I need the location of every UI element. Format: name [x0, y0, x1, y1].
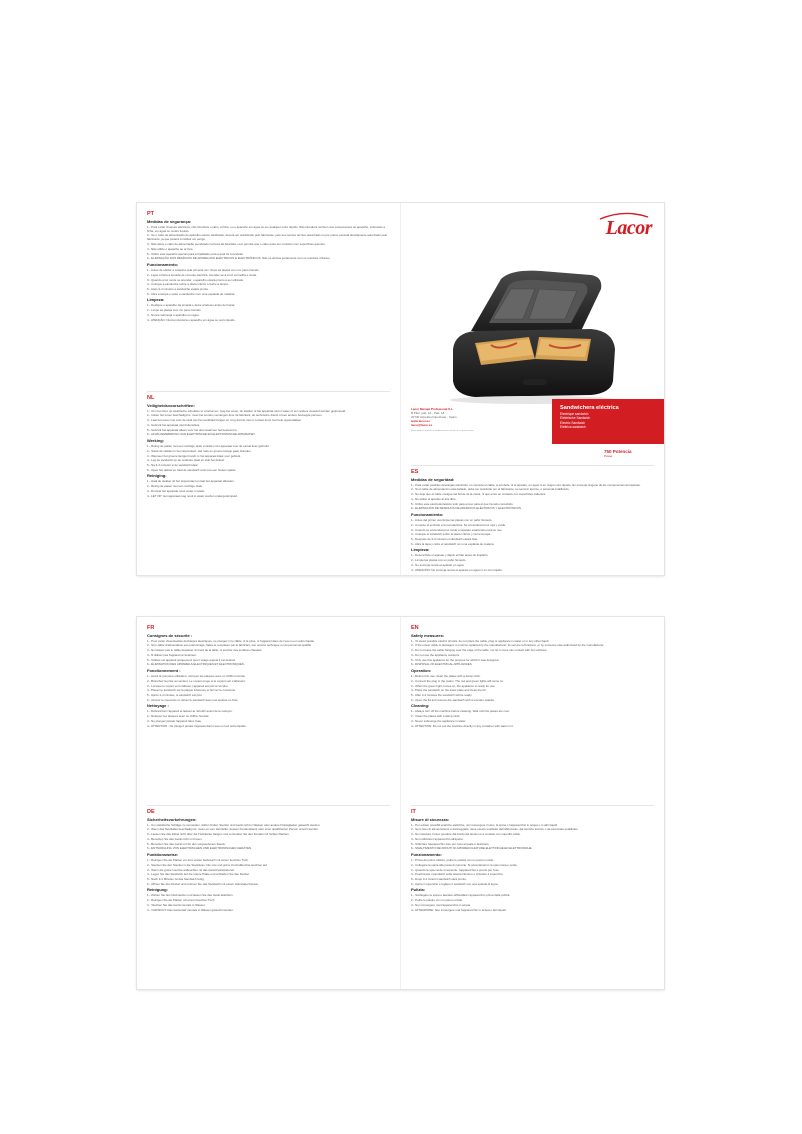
- list-item: 1.- Om het risico op elektrische schokken te voorkomen, mag het snoer, de stekker of het apparaat niet in water of een andere vloeistof worden gedompeld.: [147, 408, 346, 413]
- list-item: 6.- Aprire il coperchio e togliere il sandwich con una spatola di legno.: [411, 881, 499, 886]
- list-item: 4.- Leg de sandwich op de onderste plaat en sluit het deksel.: [147, 458, 225, 463]
- product-subtitle: Electrique sandwich: [560, 412, 589, 416]
- operation-list: [147, 858, 390, 886]
- cleaning-list: [411, 709, 654, 727]
- list-item: 1.- Para evitar posibles descargas eléctricas, no sumerja el cable, el enchufe, ni el aparato, en agua ni en ningún otro líquido. No sumerja ninguno de los componentes del aparato.: [411, 482, 641, 487]
- list-item: 3.- Tauchen Sie das Gerät niemals in Wasser.: [147, 903, 206, 908]
- cleaning-heading: Reinigung:: [147, 887, 168, 893]
- operation-heading: Fonctionnement :: [147, 667, 181, 673]
- list-item: 3.- Laat het snoer niet over de rand van het werkblad hangen en zorg dat het niet in contact komt met hete oppervlakken.: [147, 418, 302, 423]
- operation-list: [147, 674, 390, 702]
- lang-label: IT: [411, 809, 416, 815]
- power-label: 750 Potencia: [604, 449, 632, 454]
- list-item: 2.- Connect the plug to the mains. The red and green lights will come on.: [411, 678, 504, 683]
- list-item: 1.- Desligue o aparelho da tomada e deixe arrefecer antes de limpar.: [147, 303, 236, 308]
- list-item: 1.- To avoid possible electric shocks, do not place the cable, plug or appliance in water or in any other liquid.: [411, 638, 550, 643]
- list-item: 4.- Place the sandwich on the lower plate and close the lid.: [411, 688, 487, 693]
- safety-heading: Medidas de segurança:: [147, 218, 192, 224]
- list-item: 4.- ATTENTION : Ne plongez jamais l'appareil dans l'eau ou tout autre liquide.: [147, 723, 247, 728]
- column-pt-nl: [137, 203, 401, 575]
- section-de: [147, 805, 390, 913]
- column-cover-es: [401, 203, 664, 575]
- list-item: 2.- Limpe as placas com um pano húmido.: [147, 308, 202, 313]
- list-item: 1.- Reinig de platen met een vochtige doek voordat u het apparaat voor de eerste keer gebruikt.: [147, 443, 270, 448]
- manual-sheet-top: [137, 203, 664, 575]
- safety-heading: Sicherheitsvorkehrungen:: [147, 816, 197, 822]
- list-item: 2.- Si el cable de alimentación está dañado, debe ser sustituido por el fabricante, su servicio técnico, o personal cualificado.: [411, 487, 570, 492]
- operation-list: [411, 674, 654, 702]
- list-item: 6.- DISPOSAL OF ELECTRICAL APPLIANCES.: [411, 662, 473, 667]
- list-item: 3.- Wanneer het groene lampje brandt, is het apparaat klaar voor gebruik.: [147, 453, 242, 458]
- lang-label: DE: [147, 809, 155, 815]
- operation-heading: Werking:: [147, 437, 165, 443]
- cleaning-list: [411, 553, 654, 571]
- section-it: [411, 805, 654, 913]
- list-item: 3.- When the green light comes on, the appliance is ready for use.: [411, 683, 496, 688]
- list-item: 1.- Before first use, clean the plates with a damp cloth.: [411, 673, 481, 678]
- product-subtitle: Electric Sandwich: [560, 420, 586, 425]
- list-item: 2.- Steek de stekker in het stopcontact. Het rode en groene lampje gaan branden.: [147, 448, 252, 453]
- list-item: 4.- Do not use the appliance outdoors.: [411, 652, 461, 657]
- cleaning-heading: Limpieza:: [411, 547, 430, 553]
- cleaning-list: [147, 709, 390, 727]
- list-item: 6.- ÉLIMINATION DES APPAREILS ÉLECTRIQUES ET ÉLECTRONIQUES.: [147, 662, 245, 667]
- list-item: 6.- ELIMINAÇÃO DOS RESÍDUOS DE APARELHOS ELÉCTRICOS E ELECTRÓNICOS. Não os elimine juntamente com os resíduos urbanos.: [147, 256, 331, 261]
- lang-label: ES: [411, 469, 419, 475]
- section-es: [411, 465, 654, 573]
- list-item: 4.- Coloque el sándwich sobre la placa inferior y cierre la tapa.: [411, 532, 491, 537]
- cover-panel: [401, 203, 664, 389]
- list-item: 1.- Scollegare la spina e lasciare raffreddare l'apparecchio prima della pulizia.: [411, 893, 511, 898]
- product-subtitle: Elektrische Sandwich: [560, 416, 591, 421]
- list-item: 2.- Clean the plates with a damp cloth.: [411, 714, 461, 719]
- list-item: 5.- Utilice este electrodoméstico sólo para el uso para el que ha sido concebido.: [411, 501, 514, 506]
- list-item: 4.- Non utilizzare l'apparecchio all'aperto.: [411, 836, 464, 841]
- list-item: 3.- Quando la spia verde si accende, l'apparecchio è pronto per l'uso.: [411, 867, 500, 872]
- list-item: 4.- ATENÇÃO: Nunca introduza o aparelho em água ou outro líquido.: [147, 317, 236, 322]
- cleaning-list: [147, 303, 390, 321]
- list-item: 3.- Ne plongez jamais l'appareil dans l'eau.: [147, 719, 202, 724]
- list-item: 5.- Benutzen Sie das Gerät nur für den vorgesehenen Zweck.: [147, 841, 226, 846]
- sandwich-maker-photo: [431, 261, 636, 411]
- list-item: 1.- Always turn off the machine before cleaning. Wait until the plates are cool.: [411, 709, 510, 714]
- company-line: B Pilar, pab. 10 - Pab. 18: [411, 411, 445, 415]
- safety-list: [147, 823, 390, 851]
- list-item: 4.- ATTENTION: Do not put the machine directly in any container with water in it.: [411, 723, 514, 728]
- list-item: 5.- Utilizzare l'apparecchio solo per l'uso al quale è destinato.: [411, 841, 490, 846]
- list-item: 2.- Conecte el enchufe a la red eléctrica. Se encenderá la luz roja y verde.: [411, 522, 506, 527]
- list-item: 1.- Haal de stekker uit het stopcontact en laat het apparaat afkoelen.: [147, 479, 235, 484]
- list-item: 1.- Antes de utilizar a máquina pela primeira vez, limpe as placas com um pano húmido.: [147, 267, 260, 272]
- list-item: 6.- Open het deksel en haal de sandwich eruit met een houten spatel.: [147, 467, 237, 472]
- list-item: 1.- Pour éviter d'éventuelles décharges électriques, ne plongez ni le câble, ni la prise, ni l'appareil dans de l'eau ou un autre liquide.: [147, 638, 315, 643]
- list-item: 6.- Ouvrez le couvercle et retirez le sandwich avec une spatule en bois.: [147, 697, 239, 702]
- product-subtitle: Elettrica sandwich: [560, 424, 586, 429]
- list-item: 2.- Collegare la spina alla presa di corrente. Si accenderanno la spia rossa e verde.: [411, 862, 518, 867]
- list-item: 4.- ATTENZIONE: Non immergere mai l'apparecchio in acqua o altri liquidi.: [411, 907, 507, 912]
- safety-list: [411, 639, 654, 667]
- list-item: 2.- Ligue a ficha à tomada de corrente eléctrica. Acender-se-á a luz vermelha e verde.: [147, 272, 258, 277]
- column-fr-de: [137, 617, 401, 989]
- list-item: 2.- Pulire le piastre con un panno umido.: [411, 898, 463, 903]
- list-item: 4.- N'utilisez pas l'appareil à l'extérieur.: [147, 652, 197, 657]
- list-item: 3.- Dompel het apparaat nooit onder in water.: [147, 489, 206, 494]
- operation-list: [411, 858, 654, 886]
- list-item: 4.- Legen Sie das Sandwich auf die untere Platte und schließen Sie den Deckel.: [147, 872, 250, 877]
- list-item: 4.- ATENCIÓN: No sumerja nunca el aparato en agua ni en otro líquido.: [411, 567, 503, 572]
- list-item: 5.- Após 3-4 minutos a sanduíche estará pronta.: [147, 287, 209, 292]
- list-item: 5.- Después de 3-4 minutos el sándwich estará listo.: [411, 537, 478, 542]
- power-sub: Power: [604, 454, 613, 458]
- list-item: 5.- Utilisez cet appareil uniquement pour l'usage auquel il est destiné.: [147, 657, 236, 662]
- list-item: 5.- Nach 3-4 Minuten ist das Sandwich fertig.: [147, 877, 205, 882]
- lang-label: PT: [147, 211, 155, 217]
- list-item: 1.- Prima del primo utilizzo, pulire le piastre con un panno umido.: [411, 857, 495, 862]
- list-item: 3.- Lorsque le voyant vert s'allume, l'appareil est prêt à l'emploi.: [147, 683, 229, 688]
- list-item: 3.- Never submerge the appliance in water.: [411, 719, 467, 724]
- list-item: 2.- Nettoyez les plaques avec un chiffon humide.: [147, 714, 210, 719]
- lang-label: EN: [411, 625, 419, 631]
- list-item: 6.- Abra la tapa y retire el sándwich con una espátula de madera.: [411, 541, 495, 546]
- fine-print: Reservado el derecho a modificaciones técnicas sin previo aviso.: [411, 430, 475, 432]
- company-line: 20730 Azpeitia (Gipuzkoa) - Spain: [411, 415, 457, 419]
- section-fr: [147, 625, 390, 729]
- list-item: 2.- Branchez la prise au secteur. Le voyant rouge et le voyant vert s'allument.: [147, 678, 246, 683]
- list-item: 1.- Ziehen Sie den Netzstecker und lassen Sie das Gerät abkühlen.: [147, 893, 234, 898]
- list-item: 2.- If the power cable is damaged, it must be replaced by the manufacturer, its service technicians, or by someone else authorised by the manufacturer.: [411, 643, 605, 648]
- manual-sheet-bottom: [137, 617, 664, 989]
- list-item: 5.- Gebruik het apparaat alleen voor het doel waarvoor het bestemd is.: [147, 427, 238, 432]
- list-item: 4.- Posizionare il sandwich sulla piastra inferiore e chiudere il coperchio.: [411, 872, 504, 877]
- safety-list: [411, 483, 654, 511]
- operation-list: [411, 518, 654, 546]
- list-item: 1.- Um elektrische Schläge zu vermeiden, dürfen Kabel, Stecker und Gerät nicht in Wasser oder andere Flüssigkeiten getaucht werden.: [147, 822, 321, 827]
- list-item: 5.- Utilize este aparelho apenas para a finalidade para a qual foi concebido.: [147, 251, 244, 256]
- cleaning-list: [147, 893, 390, 911]
- list-item: 5.- After 3-4 minutes the sandwich will be ready.: [411, 693, 473, 698]
- operation-heading: Operation:: [411, 667, 432, 673]
- list-item: 5.- Après 3-4 minutes, le sandwich est prêt.: [147, 693, 203, 698]
- list-item: 3.- Do not leave the cable hanging over the edge of the table, nor let it come into contact with hot surfaces.: [411, 648, 548, 653]
- list-item: 3.- Nunca submerja o aparelho em água.: [147, 313, 200, 318]
- cleaning-heading: Nettoyage :: [147, 703, 169, 709]
- safety-list: [411, 823, 654, 851]
- power-badge: [604, 449, 644, 461]
- column-en-it: [401, 617, 664, 989]
- list-item: 6.- Open the lid and remove the sandwich with a wooden spatula.: [411, 697, 495, 702]
- cleaning-heading: Cleaning:: [411, 703, 430, 709]
- list-item: 3.- No sumerja nunca el aparato en agua.: [411, 563, 465, 568]
- product-title: Sandwichera eléctrica: [560, 405, 619, 411]
- list-item: 6.- ELIMINACIÓN DE RESIDUOS DE APARATOS ELÉCTRICOS Y ELECTRÓNICOS.: [411, 506, 522, 511]
- operation-list: [147, 444, 390, 472]
- list-item: 5.- Dopo 3-4 minuti il sandwich sarà pronto.: [411, 877, 467, 882]
- list-item: 2.- Se il cavo di alimentazione è danneggiato, deve essere sostituito dal fabbricante, dal servizio tecnico o da personale qualificato.: [411, 827, 579, 832]
- safety-heading: Medidas de seguridad:: [411, 476, 455, 482]
- list-item: 4.- No utilice el aparato al aire libre.: [411, 496, 457, 501]
- lacor-logo: Lacor: [605, 217, 652, 239]
- operation-heading: Funzionamento:: [411, 851, 442, 857]
- cleaning-list: [411, 893, 654, 911]
- safety-heading: Misure di sicurezza:: [411, 816, 450, 822]
- cleaning-heading: Reiniging:: [147, 473, 167, 479]
- list-item: 4.- Gebruik het apparaat niet buitenshuis.: [147, 422, 201, 427]
- company-email[interactable]: lacor@lacor.es: [411, 423, 433, 427]
- list-item: 6.- AFVALVERWERKING VAN ELEKTRISCHE EN ELEKTRONISCHE APPARATEN.: [147, 432, 256, 437]
- operation-list: [147, 268, 390, 296]
- section-en: [411, 625, 654, 729]
- safety-heading: Safety measures:: [411, 632, 445, 638]
- list-item: 1.- Desenchufe el aparato y déjelo enfriar antes de limpiarlo.: [411, 553, 489, 558]
- list-item: 3.- Lassen Sie das Kabel nicht über die Tischkante hängen und vermeiden Sie den Kontakt mit heißen Flächen.: [147, 832, 290, 837]
- list-item: 6.- ENTSORGUNG VON ELEKTRISCHEN UND ELEKTRONISCHEN GERÄTEN.: [147, 846, 252, 851]
- list-item: 6.- Abra a tampa e retire a sanduíche com uma espátula de madeira.: [147, 291, 236, 296]
- list-item: 4.- Coloque a sanduíche sobre a placa inferior e feche a tampa.: [147, 282, 229, 287]
- list-item: 1.- Reinigen Sie die Platten vor dem ersten Gebrauch mit einem feuchten Tuch.: [147, 857, 249, 862]
- list-item: 5.- Na 3-4 minuten is de sandwich klaar.: [147, 463, 199, 468]
- cleaning-list: [147, 479, 390, 497]
- safety-list: [147, 225, 390, 261]
- list-item: 5.- Only use this appliance for the purpose for which it was designed.: [411, 657, 500, 662]
- operation-heading: Funcionamiento:: [411, 511, 444, 517]
- list-item: 1.- Per evitare possibili scariche elettriche, non immergere il cavo, la spina o l'apparecchio in acqua o in altri liquidi.: [411, 822, 558, 827]
- list-item: 4.- LET OP: Het apparaat mag nooit in water worden ondergedompeld.: [147, 493, 238, 498]
- safety-heading: Veiligheidsvoorschriften:: [147, 402, 195, 408]
- list-item: 1.- Avant la première utilisation, nettoyez les plaques avec un chiffon humide.: [147, 673, 246, 678]
- list-item: 4.- VORSICHT: Das Gerät darf niemals in Wasser getaucht werden.: [147, 907, 234, 912]
- section-nl: [147, 391, 390, 499]
- list-item: 2.- Stecken Sie den Stecker in die Steckdose. Die rote und grüne Kontrollleuchte leuchten auf.: [147, 862, 268, 867]
- list-item: 2.- Reinigen Sie die Platten mit einem feuchten Tuch.: [147, 898, 216, 903]
- safety-list: [147, 639, 390, 667]
- operation-heading: Funktionsweise:: [147, 851, 179, 857]
- list-item: 3.- Non lasciare il cavo pendere dal bordo del tavolo né a contatto con superfici calde.: [411, 832, 521, 837]
- company-web[interactable]: www.lacor.es: [411, 419, 430, 423]
- cleaning-heading: Pulizia:: [411, 887, 426, 893]
- cleaning-heading: Limpeza:: [147, 297, 165, 303]
- safety-list: [147, 409, 390, 437]
- operation-heading: Funcionamento:: [147, 261, 179, 267]
- list-item: 6.- SMALTIMENTO DEI RIFIUTI DI APPARECCHIATURE ELETTRICHE ED ELETTRONICHE.: [411, 846, 533, 851]
- list-item: 3.- Ne laissez pas le câble dépasser du bord de la table, ni toucher des surfaces chaudes.: [147, 648, 263, 653]
- list-item: 3.- Cuando se encienda la luz verde el aparato estará listo para su uso.: [411, 527, 503, 532]
- company-name: Lacor Menaje Profesional S.L.: [411, 407, 454, 411]
- list-item: 4.- Benutzen Sie das Gerät nicht im Freien.: [147, 836, 203, 841]
- list-item: 4.- Placez le sandwich sur la plaque inférieure et fermez le couvercle.: [147, 688, 236, 693]
- list-item: 2.- Se o cabo de alimentação do aparelho estiver danificado, deverá ser substituído pelo fabricante, pelo seu serviço técnico autorizado ou por outros pessoal devidamente autorizado pelo fabricante, já que poderá constituir um perigo.: [147, 233, 388, 242]
- list-item: 2.- Wenn das Netzkabel beschädigt ist, muss es vom Hersteller, dessen Kundendienst oder einer qualifizierten Person ersetzt werden.: [147, 827, 319, 832]
- list-item: 3.- Non immergere mai l'apparecchio in acqua.: [411, 903, 471, 908]
- list-item: 2.- Si le câble d'alimentation est endommagé, faites-le remplacer par le fabricant, son service technique ou du personnel qualifié.: [147, 643, 312, 648]
- list-item: 1.- Débranchez l'appareil et laissez-le refroidir avant de le nettoyer.: [147, 709, 233, 714]
- list-item: 4.- Não utilize o aparelho ao ar livre.: [147, 246, 194, 251]
- section-pt: [147, 211, 390, 323]
- safety-heading: Consignes de sécurité :: [147, 632, 193, 638]
- list-item: 1.- Para evitar choques eléctricos, não introduza o cabo, a ficha, ou o aparelho em água ou em qualquer outro líquido. Não introduza nenhum dos componentes do aparelho, sobretudo a ficha, em água ou noutro líquido.: [147, 224, 385, 233]
- list-item: 3.- Não deixe o cabo de alimentação pendurado na beira da bancada, nem permita que o cabo entre em contacto com superfícies quentes.: [147, 242, 326, 247]
- product-title-box: [552, 399, 664, 444]
- list-item: 3.- Quando a luz verde se acender, o aparelho estará pronto a ser utilizado.: [147, 277, 244, 282]
- company-info: [411, 407, 531, 433]
- list-item: 2.- Reinig de platen met een vochtige doek.: [147, 484, 203, 489]
- list-item: 3.- No deje que el cable cuelgue del borde de la mesa, ni que entre en contacto con superficies calientes.: [411, 492, 546, 497]
- list-item: 2.- Limpie las placas con un paño húmedo.: [411, 558, 467, 563]
- list-item: 2.- Indien het snoer beschadigd is, moet het worden vervangen door de fabrikant, de technische dienst of een andere bevoegde persoon.: [147, 413, 323, 418]
- list-item: 6.- Öffnen Sie den Deckel und nehmen Sie das Sandwich mit einem Holzspatel heraus.: [147, 881, 259, 886]
- list-item: 3.- Wenn die grüne Leuchte aufleuchtet, ist das Gerät betriebsbereit.: [147, 867, 235, 872]
- list-item: 1.- Antes del primer uso limpie las placas con un paño húmedo.: [411, 517, 493, 522]
- lang-label: FR: [147, 625, 155, 631]
- lang-label: NL: [147, 395, 155, 401]
